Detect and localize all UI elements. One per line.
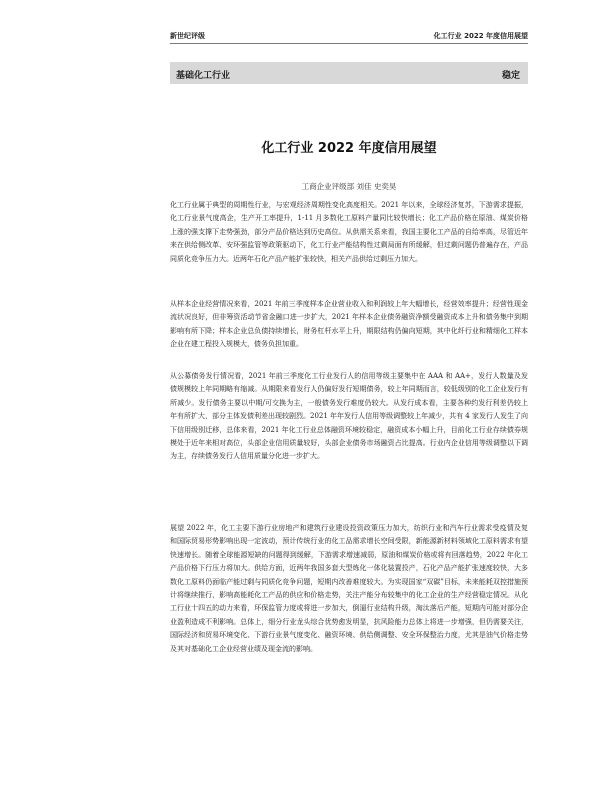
paragraph-sample-operations: 从样本企业经营情况来看，2021 年前三季度样本企业营业收入和利润较上年大幅增长，经营效率提升；经营性现金流状况良好，但非筹资活动节省金融口进一步扩大，2021 年样本企业债务融资净额受融资成本上升和债务集中到期影响有所下降；样本企业总负债持续增长，财务杠杆水平上升，期限结构仍偏向短期，其中化纤行业和精细化工样本企业在建工程投入规模大，债务负担加重。 [170, 300, 528, 349]
document-title: 化工行业 2022 年度信用展望 [261, 141, 437, 156]
outlook-rating: 稳定 [501, 71, 520, 81]
header-publisher: 新世纪评级 [170, 32, 205, 40]
document-authors: 工商企业评级部 刘佳 史奕昊 [301, 182, 397, 191]
header-rule [170, 43, 528, 44]
industry-label: 基础化工行业 [176, 71, 231, 81]
page-header [170, 31, 528, 43]
header-report-title: 化工行业 2022 年度信用展望 [433, 32, 528, 40]
paragraph-bond-issuance: 从公募债务发行情况看，2021 年前三季度化工行业发行人的信用等级主要集中在 AAA 和 AA+，发行人数量及发债规模较上年同期略有缩减。从期限来看发行人仍偏好发行短期债务，较上年同期而言，较低级别的化工企业发行有所减少。发行债务主要以中期/可交换为主，一般债务发行难度仍较大。从发行成本看，主要各种约发行利差仍较上年有所扩大，部分主体发债利差出现较剧烈。2021 年年发行人信用等级调整较上年减少，共有 4 家发行人发生了向下信用级别迁移，总体来看，2021 年化工行业总体融资环境较稳定，融资成本小幅上升，目前化工行业存续债券规模处于近年来相对高位，头部企业信用质量较好，头部企业债务市场融资占比提高。行业内企业信用等级调整以下调为主，存续债务发行人信用质量分化进一步扩大。 [170, 372, 528, 461]
paragraph-industry-overview: 化工行业属于典型的周期性行业，与宏观经济周期性变化高度相关。2021 年以来，全球经济复苏，下游需求提振，化工行业景气度高企，生产开工率提升，1-11 月多数化工原料产量同比较快增长；化工产品价格在原油、煤炭价格上涨的强支撑下走势强劲，部分产品价格达到历史高位。从供需关系来看，我国主要化工产品的自给率高，尽管近年来在供给侧改革、安环强监管等政策驱动下，化工行业产能结构性过剩局面有所缓解，但过剩问题仍普遍存在，产品同质化竞争压力大。近两年石化产品产能扩张较快，相关产品供给过剩压力加大。 [170, 201, 528, 263]
paragraph-outlook-2022: 展望 2022 年，化工主要下游行业房地产和建筑行业建设投资政策压力加大，纺织行业和汽车行业需求受疫情及复和国际贸易形势影响出现一定波动，预计传统行业的化工品需求增长空间受限，新能源新材料领域化工原料需求有望快速增长。随着全球能源短缺的问题得到缓解，下游需求增速减弱，原油和煤炭价格或将有回落趋势，2022 年化工产品价格下行压力将加大。供给方面，近两年我国多套大型炼化一体化装置投产，石化产品产能扩张速度较快，大多数化工原料仍面临产能过剩与同质化竞争问题，短期内改善难度较大。为实现国家“双碳”目标，未来能耗双控措施预计将继续推行，影响高能耗化工产品的供应和价格走势，关注产能分布较集中的化工企业的生产经营稳定情况。从化工行业十四五的动力来看，环保监管力度或将进一步加大，倒逼行业结构升级，淘汰落后产能，短期内可能对部分企业盈利造成不利影响。总体上，细分行业龙头综合优势愈发明显，抗风险能力总体上将进一步增强，但仍需要关注，国际经济和贸易环境变化、下游行业景气度变化、融资环境、供给侧调整、安全环保整治力度，尤其是油气价格走势及其对基础化工企业经营业绩及现金流的影响。 [170, 524, 528, 653]
section-bar [170, 62, 528, 84]
